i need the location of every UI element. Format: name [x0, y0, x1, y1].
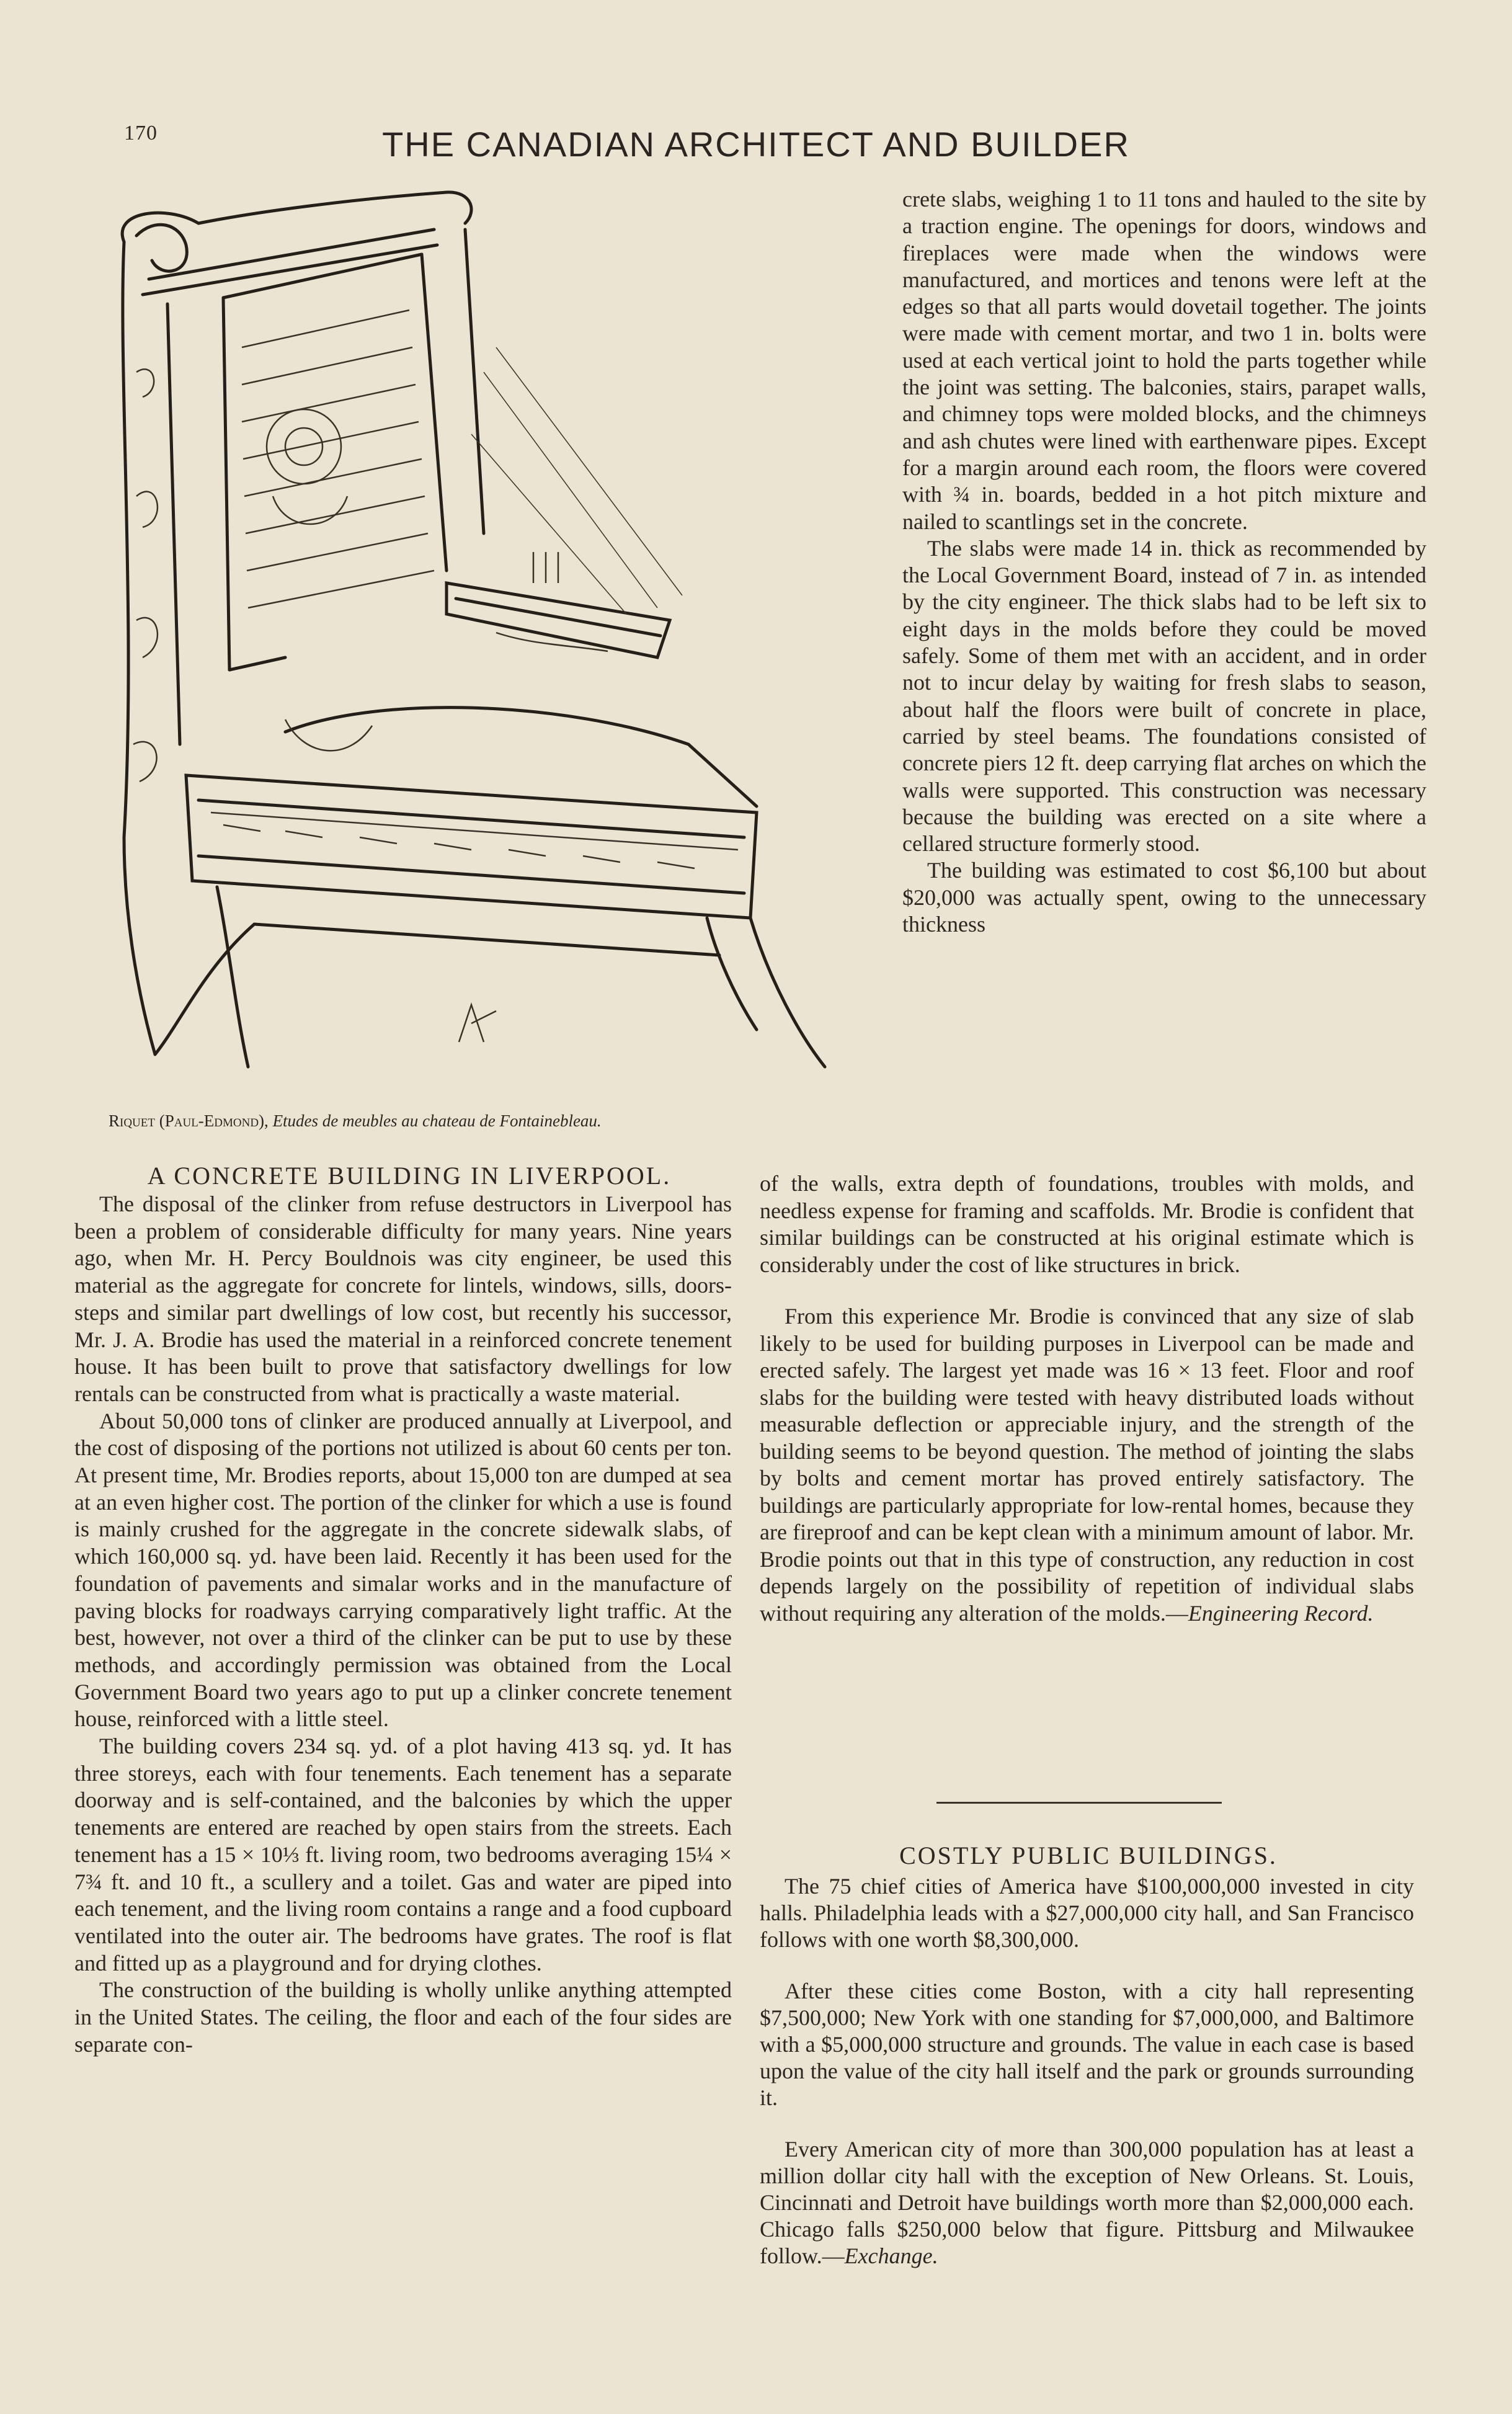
paragraph: The construction of the building is wholly unlike anything attempted in the United States. The ceiling, the floor and each of the four sides are separate con-: [74, 1977, 732, 2057]
paragraph: [760, 1303, 1414, 1627]
paragraph: The building covers 234 sq. yd. of a plot having 413 sq. yd. It has three storeys, each with four tenements. Each tenement has a separate doorway and is self-contained, and the balconies by which the upper tenements are entered are reached by open stairs from the streets. Each tenement has a 15 × 10⅓ ft. living room, two bedrooms averaging 15¼ × 7¾ ft. and 10 ft., a scullery and a toilet. Gas and water are piped into each tenement, and the living room contains a range and a food cupboard ventilated into the outer air. The bedrooms have grates. The roof is flat and fitted up as a playground and for drying clothes.: [74, 1734, 732, 1975]
paragraph: The building was estimated to cost $6,100 but about $20,000 was actually spent, owing to the unnecessary thickness: [902, 858, 1426, 937]
caption-author: Riquet (Paul-Edmond),: [109, 1111, 269, 1130]
page-number: 170: [124, 122, 158, 145]
paragraph-text: Every American city of more than 300,000 population has at least a million dollar city hall with the exception of New Orleans. St. Louis, Cincinnati and Detroit have buildings worth more than $2,000,000 each. Chicago falls $250,000 below that figure. Pittsburg and Milwaukee follow.—: [760, 2137, 1414, 2268]
caption-title: Etudes de meubles au chateau de Fontainebleau.: [272, 1111, 602, 1130]
left-column: [74, 1191, 732, 2059]
article-heading: A CONCRETE BUILDING IN LIVERPOOL.: [147, 1162, 672, 1190]
article-source: Engineering Record.: [1188, 1600, 1374, 1626]
armchair-illustration: [99, 186, 874, 1110]
paragraph: The disposal of the clinker from refuse destructors in Liverpool has been a problem of considerable difficulty for many years. Nine years ago, when Mr. H. Percy Bouldnois was city engineer, be used this material as the aggregate for concrete for lintels, windows, sills, doors-steps and similar part dwellings of low cost, but recently his successor, Mr. J. A. Brodie has used the material in a reinforced concrete tenement house. It has been built to prove that satisfactory dwellings for low rentals can be constructed from what is practically a waste material.: [74, 1191, 732, 1406]
figure-caption: [109, 1111, 865, 1131]
paragraph-text: From this experience Mr. Brodie is convinced that any size of slab likely to be used for building purposes in Liverpool can be made and erected safely. The largest yet made was 16 × 13 feet. Floor and roof slabs for the building were tested with heavy distributed loads without measurable deflection or appreciable injury, and the strength of the building seems to be beyond question. The method of jointing the slabs by bolts and cement mortar has proved entirely satisfactory. The buildings are particularly appropriate for low-rental homes, because they are fireproof and can be kept clean with a minimum amount of labor. Mr. Brodie points out that in this type of construction, any reduction in cost depends largely on the possibility of repetition of individual slabs without requiring any alteration of the molds.—: [760, 1304, 1414, 1626]
paragraph: After these cities come Boston, with a city hall representing $7,500,000; New York with one standing for $7,000,000, and Baltimore with a $5,000,000 structure and grounds. The value in each case is based upon the value of the city hall itself and the park or grounds surrounding it.: [760, 1979, 1414, 2110]
article-heading: COSTLY PUBLIC BUILDINGS.: [899, 1842, 1278, 1869]
right-column-top: [902, 186, 1426, 938]
right-column: [760, 1170, 1414, 1627]
paragraph: The 75 chief cities of America have $100,000,000 invested in city halls. Philadelphia leads with a $27,000,000 city hall, and San Francisco follows with one worth $8,300,000.: [760, 1874, 1414, 1952]
right-column-article2: [760, 1873, 1414, 2269]
article-source: Exchange.: [844, 2243, 938, 2268]
paragraph: About 50,000 tons of clinker are produced annually at Liverpool, and the cost of disposing of the portions not utilized is about 60 cents per ton. At present time, Mr. Brodies reports, about 15,000 ton are dumped at sea at an even higher cost. The portion of the clinker for which a use is found is mainly crushed for the aggregate in the concrete sidewalk slabs, of which 160,000 sq. yd. have been laid. Recently it has been used for the foundation of pavements and simalar works and in the manufacture of paving blocks for roadways carrying comparatively light traffic. At the best, however, not over a third of the clinker can be put to use by these methods, and accordingly permission was obtained from the Local Government Board two years ago to put up a clinker concrete tenement house, reinforced with a little steel.: [74, 1408, 732, 1732]
paragraph: The slabs were made 14 in. thick as recommended by the Local Government Board, instead of 7 in. as intended by the city engineer. The thick slabs had to be left six to eight days in the molds before they could be moved safely. Some of them met with an accident, and in order not to incur delay by waiting for fresh slabs to season, about half the floors were built of concrete in place, carried by steel beams. The foundations consisted of concrete piers 12 ft. deep carrying flat arches on which the walls were supported. This construction was necessary because the building was erected on a site where a cellared structure formerly stood.: [902, 535, 1426, 857]
paragraph: crete slabs, weighing 1 to 11 tons and hauled to the site by a traction engine. The openings for doors, windows and fireplaces were made when the windows were manufactured, and mortices and tenons were left at the edges so that all parts would dovetail together. The joints were made with cement mortar, and two 1 in. bolts were used at each vertical joint to hold the parts together while the joint was setting. The balconies, stairs, parapet walls, and chimney tops were molded blocks, and the chimneys and ash chutes were lined with earthenware pipes. Except for a margin around each room, the floors were covered with ¾ in. boards, bedded in a hot pitch mixture and nailed to scantlings set in the concrete.: [902, 187, 1426, 534]
paragraph: of the walls, extra depth of foundations, troubles with molds, and needless expense for framing and scaffolds. Mr. Brodie is confident that similar buildings can be constructed at his original estimate which is considerably under the cost of like structures in brick.: [760, 1171, 1414, 1277]
page-title: THE CANADIAN ARCHITECT AND BUILDER: [382, 125, 1130, 164]
section-divider: [936, 1802, 1222, 1804]
paragraph: [760, 2136, 1414, 2269]
